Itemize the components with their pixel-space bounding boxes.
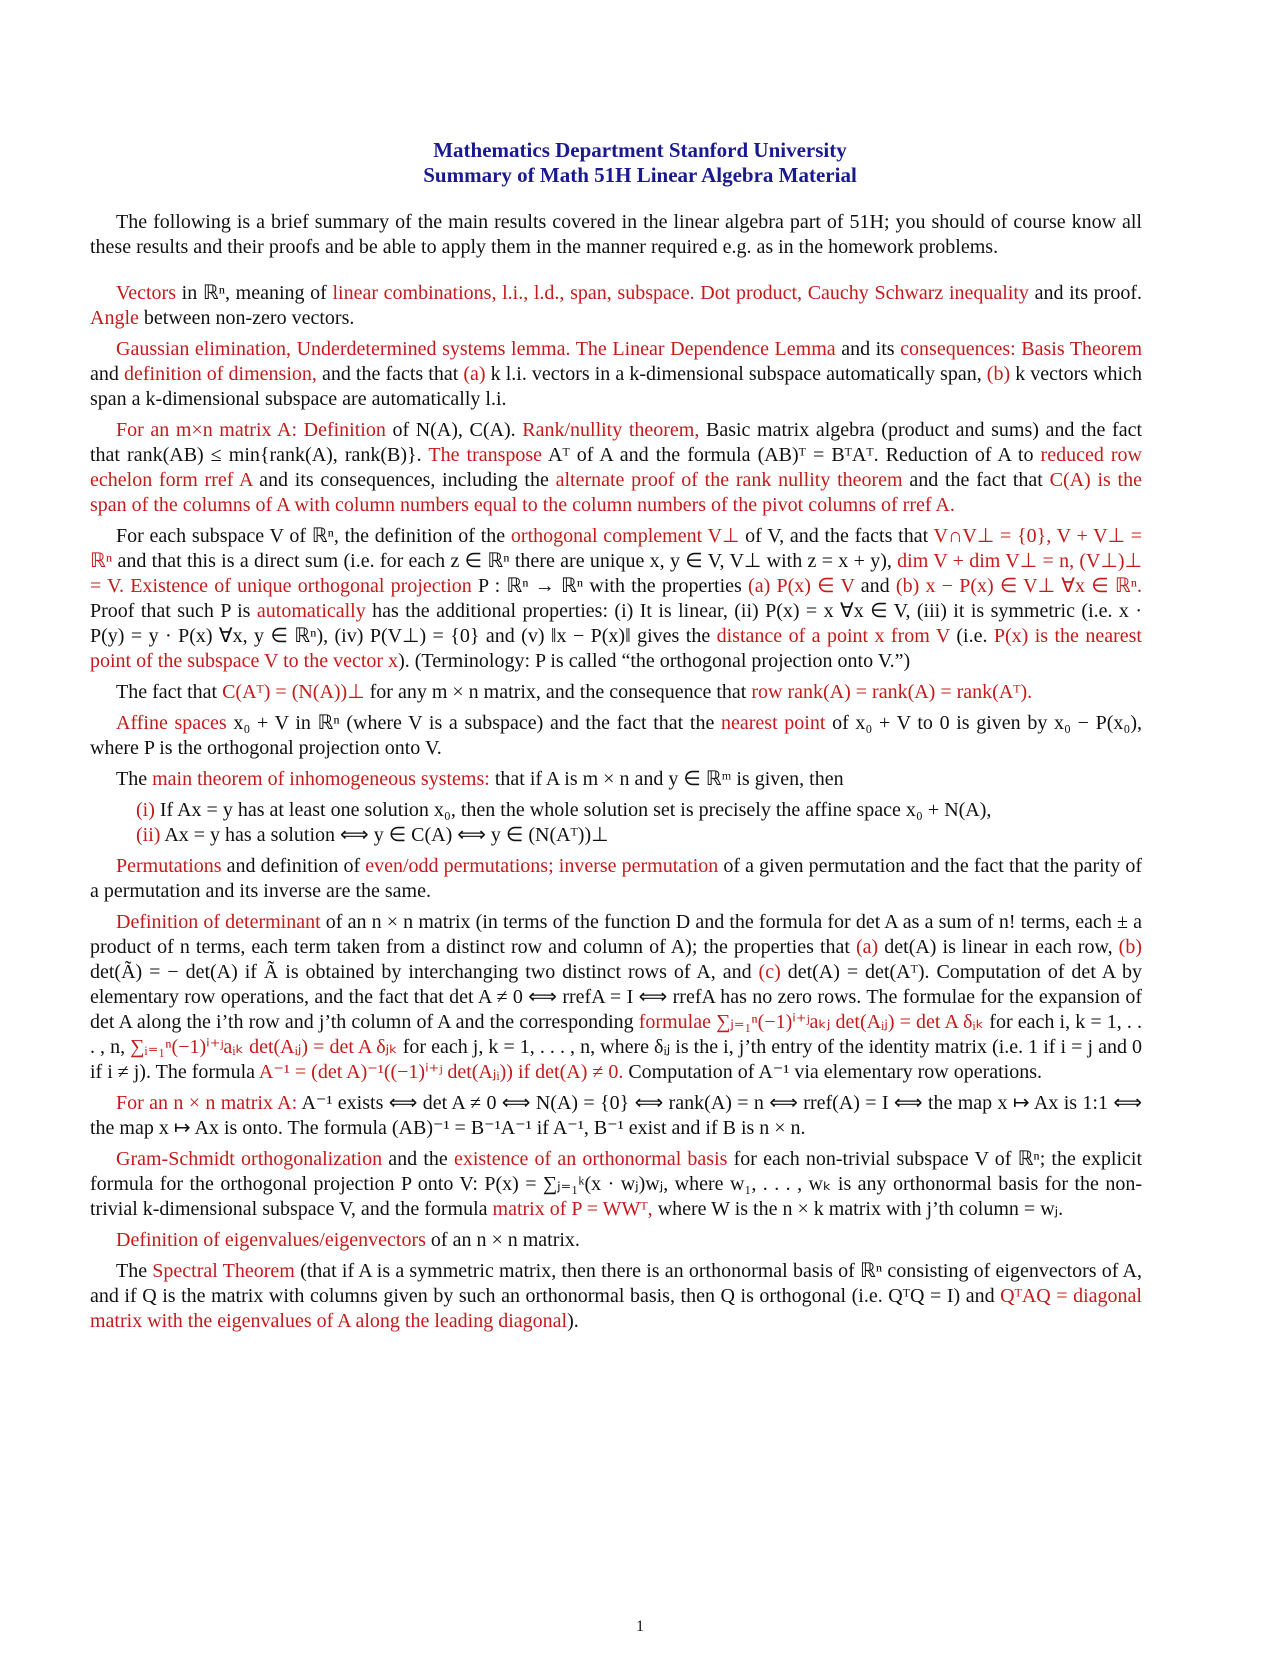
- topic-paragraph: [90, 1259, 1142, 1334]
- highlighted-term: Gram-Schmidt orthogonalization: [116, 1148, 383, 1170]
- highlighted-term: Dot product, Cauchy Schwarz inequality: [700, 282, 1029, 304]
- text-run: in ℝⁿ, meaning of: [175, 282, 333, 304]
- highlighted-term: (c): [758, 961, 781, 983]
- text-run: Basic matrix algebra (product and sums) and the fact that rank(AB) ≤ min{rank(A), rank(B)}.: [90, 419, 1142, 466]
- topic-paragraph: [90, 337, 1142, 412]
- text-run: and its consequences, including the: [252, 469, 556, 491]
- highlighted-term: ∑ᵢ₌₁ⁿ(−1)ⁱ⁺ʲaᵢₖ det(Aᵢⱼ) = det A δⱼₖ: [130, 1036, 398, 1058]
- highlighted-term: linear combinations, l.i., l.d., span, subspace.: [332, 282, 695, 304]
- highlighted-term: The transpose: [428, 444, 543, 466]
- highlighted-term: (ii): [136, 824, 161, 846]
- topic-paragraph: [90, 281, 1142, 331]
- highlighted-term: orthogonal complement V⊥: [510, 525, 740, 547]
- highlighted-term: (b): [1118, 936, 1142, 958]
- highlighted-term: (b) x − P(x) ∈ V⊥ ∀x ∈ ℝⁿ.: [895, 575, 1142, 597]
- highlighted-term: For an m×n matrix A: Definition: [116, 419, 386, 441]
- highlighted-term: consequences: Basis Theorem: [900, 338, 1143, 360]
- highlighted-term: (i): [136, 799, 155, 821]
- highlighted-term: Definition of determinant: [116, 911, 321, 933]
- text-run: of N(A), C(A).: [385, 419, 523, 441]
- text-run: (that if A is a symmetric matrix, then there is an orthonormal basis of ℝⁿ consisting of eigenvectors of A, and if Q is the matrix with columns given by such an orthonormal basis, then Q is orthogonal (i.e. QᵀQ = I) and: [90, 1260, 1142, 1307]
- text-run: The fact that: [116, 681, 223, 703]
- text-run: and the facts that: [316, 363, 464, 385]
- highlighted-term: (a): [463, 363, 486, 385]
- topic-paragraph: [90, 1228, 1142, 1253]
- text-run: Computation of A⁻¹ via elementary row operations.: [623, 1061, 1043, 1083]
- highlighted-term: Affine spaces: [116, 712, 227, 734]
- highlighted-term: Angle: [90, 307, 139, 329]
- document-header: [0, 138, 1280, 188]
- highlighted-term: definition of dimension,: [123, 363, 317, 385]
- text-run: has the additional properties: (i) It is linear, (ii) P(x) = x ∀x ∈ V, (iii) it is symmetric (i.e. x · P(y) = y · P(x) ∀x, y ∈ ℝⁿ), (iv) P(V⊥) = {0} and (v) ‖x − P(x)‖ gives the: [90, 600, 1142, 647]
- highlighted-term: P(x) is the nearest point of the subspace V to the vector x: [90, 625, 1142, 672]
- highlighted-term: dim V + dim V⊥ = n, (V⊥)⊥ = V. Existence of unique orthogonal projection: [90, 550, 1142, 597]
- text-run: Aᵀ of A and the formula (AB)ᵀ = BᵀAᵀ. Reduction of A to: [542, 444, 1041, 466]
- highlighted-term: row rank(A) = rank(A) = rank(Aᵀ).: [751, 681, 1033, 703]
- topic-paragraph: [90, 680, 1142, 705]
- topic-paragraph: [90, 910, 1142, 1085]
- text-run: (i.e.: [949, 625, 994, 647]
- document-title: Summary of Math 51H Linear Algebra Material: [423, 163, 857, 187]
- highlighted-term: distance of a point x from V: [716, 625, 950, 647]
- text-run: x₀ + V in ℝⁿ (where V is a subspace) and the fact that the: [226, 712, 721, 734]
- department-title: Mathematics Department Stanford University: [433, 138, 847, 162]
- highlighted-term: (a) P(x) ∈ V: [748, 575, 855, 597]
- text-run: Proof that such P is: [90, 600, 257, 622]
- highlighted-term: Permutations: [116, 855, 222, 877]
- list-item: [136, 823, 1142, 848]
- highlighted-term: reduced row echelon form rref A: [90, 444, 1142, 491]
- text-run: and the fact that: [902, 469, 1050, 491]
- text-run: If Ax = y has at least one solution x₀, then the whole solution set is precisely the affine space x₀ + N(A),: [154, 799, 992, 821]
- text-run: and: [854, 575, 896, 597]
- text-run: of a given permutation and the fact that the parity of a permutation and its inverse are the same.: [90, 855, 1142, 902]
- highlighted-term: Gaussian elimination, Underdetermined systems lemma.: [116, 338, 571, 360]
- text-run: ). (Terminology: P is called “the orthogonal projection onto V.”): [398, 650, 911, 672]
- highlighted-term: The Linear Dependence Lemma: [575, 338, 836, 360]
- text-run: of V, and the facts that: [739, 525, 934, 547]
- list-item: [136, 798, 1142, 823]
- text-run: and: [90, 363, 124, 385]
- text-run: ).: [567, 1310, 579, 1332]
- text-run: For each subspace V of ℝⁿ, the definition of the: [116, 525, 511, 547]
- document-body: [90, 210, 1142, 1340]
- highlighted-term: matrix of P = WWᵀ,: [492, 1198, 653, 1220]
- highlighted-term: existence of an orthonormal basis: [453, 1148, 728, 1170]
- topic-paragraphs-1: [90, 281, 1142, 761]
- text-run: for each non-trivial subspace V of ℝⁿ; the explicit formula for the orthogonal projection P onto V: P(x) = ∑ⱼ₌₁ᵏ(x · wⱼ)wⱼ, where w₁, . . . , wₖ is any orthonormal basis for the non-trivial k-dimensional subspace V, and the formula: [90, 1148, 1143, 1220]
- highlighted-term: automatically: [256, 600, 366, 622]
- text-run: for each j, k = 1, . . . , n, where δᵢⱼ is the i, j’th entry of the identity matrix (i.e. 1 if i = j and 0 if i ≠ j). The formula: [90, 1036, 1143, 1083]
- text-run: of x₀ + V to 0 is given by x₀ − P(x₀), where P is the orthogonal projection onto V.: [90, 712, 1143, 759]
- text-run: and that this is a direct sum (i.e. for each z ∈ ℝⁿ there are unique x, y ∈ V, V⊥ with z = x + y),: [112, 550, 898, 572]
- text-run: P : ℝⁿ → ℝⁿ with the properties: [471, 575, 749, 597]
- inhomogeneous-lead: [90, 767, 1142, 792]
- topic-paragraph: [90, 1091, 1142, 1141]
- text-run: between non-zero vectors.: [138, 307, 355, 329]
- highlighted-term: formulae ∑ⱼ₌₁ⁿ(−1)ⁱ⁺ʲaₖⱼ det(Aᵢⱼ) = det A δᵢₖ: [638, 1011, 985, 1033]
- highlighted-term: (a): [856, 936, 879, 958]
- highlighted-term: inverse permutation: [558, 855, 719, 877]
- text-run: for each i, k = 1, . . . , n,: [90, 1011, 1142, 1058]
- text-run: Ax = y has a solution ⟺ y ∈ C(A) ⟺ y ∈ (N(Aᵀ))⊥: [160, 824, 609, 846]
- text-run: that if A is m × n and y ∈ ℝᵐ is given, then: [489, 768, 844, 790]
- topic-paragraph: [90, 711, 1142, 761]
- topic-paragraph: [90, 1147, 1142, 1222]
- highlighted-term: main theorem of inhomogeneous systems:: [152, 768, 490, 790]
- text-run: det(A) is linear in each row,: [878, 936, 1119, 958]
- text-run: and the: [382, 1148, 454, 1170]
- highlighted-term: C(A) is the span of the columns of A with column numbers equal to the column numbers of the pivot columns of rref A.: [90, 469, 1142, 516]
- highlighted-term: V∩V⊥ = {0}, V + V⊥ = ℝⁿ: [90, 525, 1143, 572]
- inhomogeneous-systems-block: [90, 767, 1142, 848]
- topic-paragraph: [90, 524, 1142, 674]
- text-run: and its: [835, 338, 901, 360]
- text-run: The: [116, 1260, 153, 1282]
- highlighted-term: QᵀAQ = diagonal matrix with the eigenvalues of A along the leading diagonal: [90, 1285, 1142, 1332]
- text-run: where W is the n × k matrix with j’th column = wⱼ.: [652, 1198, 1064, 1220]
- topic-paragraph: [90, 418, 1142, 518]
- highlighted-term: A⁻¹ = (det A)⁻¹((−1)ⁱ⁺ʲ det(Aⱼᵢ)) if det(A) ≠ 0.: [258, 1061, 624, 1083]
- text-run: det(A) = det(Aᵀ). Computation of det A by elementary row operations, and the fact that det A ≠ 0 ⟺ rrefA = I ⟺ rrefA has no zero rows. The formulae for the expansion of det A along the i’th row and j’th column of A and the corresponding: [90, 961, 1142, 1033]
- highlighted-term: nearest point: [721, 712, 826, 734]
- text-run: The: [116, 768, 153, 790]
- highlighted-term: Vectors: [116, 282, 176, 304]
- text-run: of an n × n matrix (in terms of the function D and the formula for det A as a sum of n! terms, each ± a product of n terms, each term taken from a distinct row and column of A); the properties that: [90, 911, 1142, 958]
- text-run: of an n × n matrix.: [425, 1229, 580, 1251]
- text-run: k l.i. vectors in a k-dimensional subspace automatically span,: [485, 363, 987, 385]
- highlighted-term: Spectral Theorem: [152, 1260, 295, 1282]
- topic-paragraph: [90, 854, 1142, 904]
- highlighted-term: C(Aᵀ) = (N(A))⊥: [222, 681, 365, 703]
- page-number: 1: [636, 1618, 644, 1635]
- text-run: k vectors which span a k-dimensional subspace are automatically l.i.: [90, 363, 1142, 410]
- highlighted-term: For an n × n matrix A:: [116, 1092, 298, 1114]
- highlighted-term: even/odd permutations;: [365, 855, 554, 877]
- text-run: and its proof.: [1028, 282, 1143, 304]
- intro-paragraph: The following is a brief summary of the main results covered in the linear algebra part of 51H; you should of course know all these results and their proofs and be able to apply them in the manner required e.g. as in the homework problems.: [90, 211, 1142, 258]
- topic-paragraphs-2: [90, 854, 1142, 1334]
- text-run: for any m × n matrix, and the consequence that: [364, 681, 752, 703]
- text-run: det(Ã) = − det(A) if Ã is obtained by interchanging two distinct rows of A, and: [90, 961, 759, 983]
- highlighted-term: Definition of eigenvalues/eigenvectors: [116, 1229, 426, 1251]
- highlighted-term: alternate proof of the rank nullity theorem: [555, 469, 903, 491]
- highlighted-term: Rank/nullity theorem,: [522, 419, 700, 441]
- highlighted-term: (b): [986, 363, 1011, 385]
- inhomogeneous-items: [90, 798, 1142, 848]
- text-run: and definition of: [221, 855, 366, 877]
- text-run: A⁻¹ exists ⟺ det A ≠ 0 ⟺ N(A) = {0} ⟺ rank(A) = n ⟺ rref(A) = I ⟺ the map x ↦ Ax is 1:1 ⟺ the map x ↦ Ax is onto. The formula (AB)⁻¹ = B⁻¹A⁻¹ if A⁻¹, B⁻¹ exist and if B is n × n.: [90, 1092, 1142, 1139]
